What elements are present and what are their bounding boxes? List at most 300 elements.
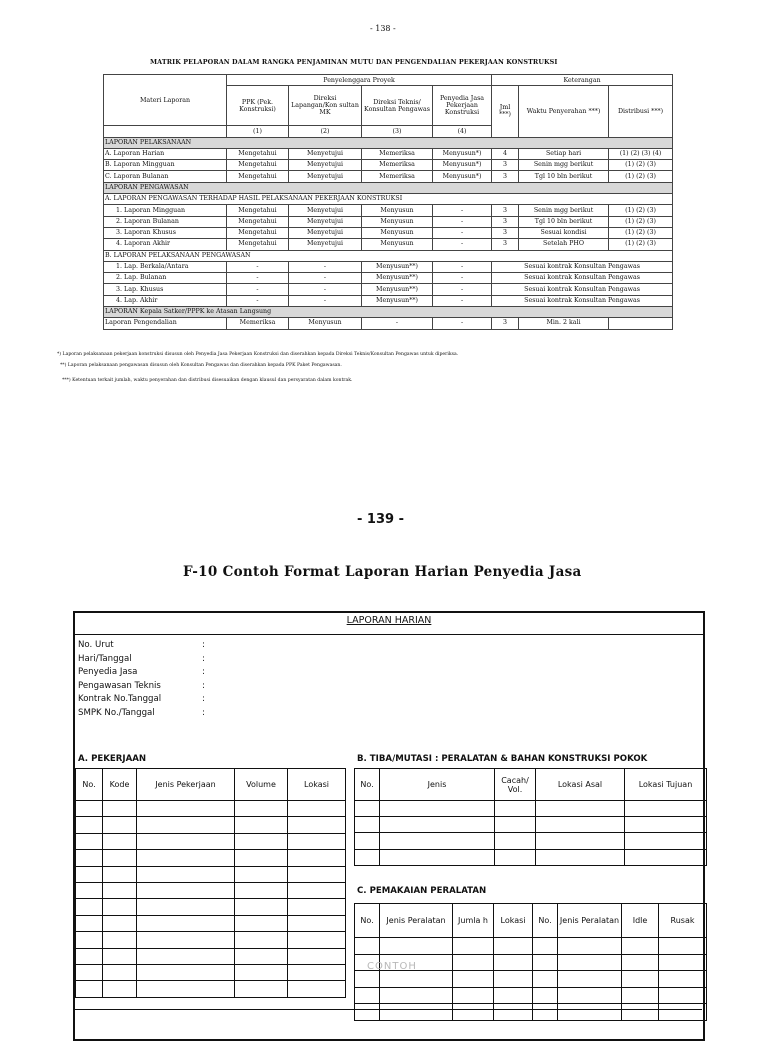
- table-cell[interactable]: [137, 948, 235, 964]
- table-cell[interactable]: [622, 954, 659, 971]
- table-cell[interactable]: [659, 987, 707, 1004]
- table-cell[interactable]: [355, 801, 380, 817]
- table-cell[interactable]: [355, 833, 380, 849]
- form-title: LAPORAN HARIAN: [346, 615, 432, 626]
- section-c-title: C. PEMAKAIAN PERALATAN: [357, 886, 487, 896]
- table-row: [76, 801, 346, 817]
- cell-c3: Memeriksa: [362, 160, 433, 171]
- header-keterangan: Keterangan: [492, 75, 673, 86]
- table-cell[interactable]: [533, 938, 558, 955]
- reporting-matrix-table: [103, 74, 673, 330]
- column-header: Lokasi: [494, 904, 533, 938]
- cell-jml: 3: [492, 160, 519, 171]
- table-row: [355, 849, 707, 865]
- table-row: [76, 915, 346, 931]
- column-header: Volume: [235, 769, 288, 801]
- meta-colon: :: [202, 694, 205, 704]
- header-n1: (1): [227, 126, 289, 137]
- meta-label: No. Urut: [78, 640, 114, 650]
- cell-dist: (1) (2) (3) (4): [609, 148, 673, 159]
- table-cell[interactable]: [453, 971, 494, 988]
- header-direksi-lapangan: Direksi Lapangan/Kon sultan MK: [289, 86, 362, 126]
- table-cell[interactable]: [625, 801, 707, 817]
- meta-label: Hari/Tanggal: [78, 653, 132, 664]
- table-row: [76, 948, 346, 964]
- table-cell[interactable]: [288, 833, 346, 849]
- cell-keterangan: Sesuai kontrak Konsultan Pengawas: [492, 284, 673, 295]
- divider: [73, 634, 705, 635]
- cell-keterangan: Sesuai kontrak Konsultan Pengawas: [492, 295, 673, 306]
- table-cell[interactable]: [355, 938, 380, 955]
- table-cell[interactable]: [76, 948, 103, 964]
- table-cell[interactable]: [536, 849, 625, 865]
- cell-materi: A. Laporan Harian: [104, 148, 227, 159]
- cell-c4: -: [433, 227, 492, 238]
- cell-c3: Menyusun: [362, 216, 433, 227]
- table-cell[interactable]: [137, 964, 235, 980]
- cell-keterangan: Sesuai kontrak Konsultan Pengawas: [492, 261, 673, 272]
- cell-dist: (1) (2) (3): [609, 205, 673, 216]
- section-kepala: LAPORAN Kepala Satker/PPPK ke Atasan Langsung: [104, 307, 673, 318]
- meta-colon: :: [202, 653, 205, 664]
- cell-c4: -: [433, 216, 492, 227]
- cell-c4: Menyusun*): [433, 171, 492, 182]
- cell-jml: 3: [492, 205, 519, 216]
- cell-dist: (1) (2) (3): [609, 216, 673, 227]
- form-page-title: F-10 Contoh Format Laporan Harian Penyedia Jasa: [183, 564, 582, 580]
- table-cell[interactable]: [288, 882, 346, 898]
- table-cell[interactable]: [453, 938, 494, 955]
- table-row: [104, 160, 673, 171]
- cell-c4: -: [433, 284, 492, 295]
- cell-waktu: Tgl 10 bln berikut: [519, 216, 609, 227]
- table-cell[interactable]: [103, 817, 137, 833]
- meta-colon: :: [202, 667, 205, 677]
- table-cell[interactable]: [235, 981, 288, 997]
- table-cell[interactable]: [625, 849, 707, 865]
- cell-c2: -: [289, 284, 362, 295]
- table-cell[interactable]: [536, 833, 625, 849]
- table-cell[interactable]: [103, 833, 137, 849]
- cell-jml: 3: [492, 318, 519, 329]
- table-cell[interactable]: [380, 987, 453, 1004]
- cell-dist: (1) (2) (3): [609, 227, 673, 238]
- watermark: CONTOH: [367, 961, 417, 972]
- cell-c1: -: [227, 295, 289, 306]
- header-waktu: Waktu Penyerahan ***): [519, 86, 609, 137]
- cell-materi: 2. Laporan Bulanan: [104, 216, 227, 227]
- table-cell[interactable]: [622, 971, 659, 988]
- header-distribusi: Distribusi ***): [609, 86, 673, 137]
- cell-jml: 4: [492, 148, 519, 159]
- table-cell[interactable]: [288, 915, 346, 931]
- table-cell[interactable]: [235, 964, 288, 980]
- column-header: Kode: [103, 769, 137, 801]
- meta-colon: :: [202, 707, 205, 718]
- table-cell[interactable]: [288, 981, 346, 997]
- form-footer-divider: [75, 1009, 702, 1043]
- daily-report-form: [73, 611, 705, 1041]
- table-cell[interactable]: [103, 915, 137, 931]
- cell-c3: Memeriksa: [362, 171, 433, 182]
- table-row: [355, 987, 707, 1004]
- section-pelaksanaan: LAPORAN PELAKSANAAN: [104, 137, 673, 148]
- header-penyedia: Penyedia Jasa Pekerjaan Konstruksi: [433, 86, 492, 126]
- table-cell[interactable]: [137, 882, 235, 898]
- table-cell[interactable]: [235, 932, 288, 948]
- section-pengawasan-a: A. LAPORAN PENGAWASAN TERHADAP HASIL PELAKSANAAN PEKERJAAN KONSTRUKSI: [104, 194, 673, 205]
- header-direksi-teknis: Direksi Teknis/ Konsultan Pengawas: [362, 86, 433, 126]
- cell-jml: 3: [492, 239, 519, 250]
- column-header: Cacah/ Vol.: [495, 769, 536, 801]
- table-cell[interactable]: [495, 849, 536, 865]
- table-header-row: [355, 769, 707, 801]
- cell-jml: 3: [492, 227, 519, 238]
- table-row: [76, 981, 346, 997]
- cell-c4: -: [433, 261, 492, 272]
- cell-c4: -: [433, 273, 492, 284]
- table-cell[interactable]: [453, 954, 494, 971]
- table-cell[interactable]: [558, 954, 622, 971]
- cell-waktu: Setiap hari: [519, 148, 609, 159]
- cell-c1: Memeriksa: [227, 318, 289, 329]
- header-n3: (3): [362, 126, 433, 137]
- table-row: [104, 273, 673, 284]
- page-number-138: - 138 -: [370, 24, 396, 33]
- cell-c1: Mengetahui: [227, 239, 289, 250]
- table-row: [76, 882, 346, 898]
- table-cell[interactable]: [288, 899, 346, 915]
- section-pengawasan: LAPORAN PENGAWASAN: [104, 182, 673, 193]
- table-row: [355, 971, 707, 988]
- header-materi: Materi Laporan: [104, 75, 227, 126]
- table-cell[interactable]: [137, 801, 235, 817]
- cell-jml: 3: [492, 216, 519, 227]
- cell-c2: Menyetujui: [289, 171, 362, 182]
- column-header: Lokasi Tujuan: [625, 769, 707, 801]
- section-pengawasan-b: B. LAPORAN PELAKSANAAN PENGAWASAN: [104, 250, 673, 261]
- cell-c3: Menyusun**): [362, 261, 433, 272]
- table-cell[interactable]: [622, 938, 659, 955]
- cell-materi: 4. Lap. Akhir: [104, 295, 227, 306]
- table-header-row: [355, 904, 707, 938]
- column-header: Jenis: [380, 769, 495, 801]
- cell-jml: 3: [492, 171, 519, 182]
- table-cell[interactable]: [536, 817, 625, 833]
- pekerjaan-table: [75, 768, 346, 998]
- table-cell[interactable]: [380, 971, 453, 988]
- column-header: No.: [355, 904, 380, 938]
- cell-materi: 2. Lap. Bulanan: [104, 273, 227, 284]
- table-cell[interactable]: [103, 801, 137, 817]
- cell-c4: Menyusun*): [433, 160, 492, 171]
- cell-materi: 1. Lap. Berkala/Antara: [104, 261, 227, 272]
- table-cell[interactable]: [494, 971, 533, 988]
- table-row: [76, 833, 346, 849]
- section-a-title: A. PEKERJAAN: [78, 754, 147, 764]
- table-cell[interactable]: [137, 899, 235, 915]
- column-header: No.: [355, 769, 380, 801]
- table-row: [355, 817, 707, 833]
- table-cell[interactable]: [103, 948, 137, 964]
- table-cell[interactable]: [137, 817, 235, 833]
- column-header: Jenis Pekerjaan: [137, 769, 235, 801]
- meta-colon: :: [202, 640, 205, 650]
- table-cell[interactable]: [137, 833, 235, 849]
- table-cell[interactable]: [235, 817, 288, 833]
- table-row: [104, 205, 673, 216]
- cell-c1: Mengetahui: [227, 216, 289, 227]
- cell-materi: 3. Laporan Khusus: [104, 227, 227, 238]
- table-row: [104, 239, 673, 250]
- table-row: [104, 261, 673, 272]
- table-cell[interactable]: [103, 981, 137, 997]
- cell-c1: Mengetahui: [227, 160, 289, 171]
- column-header: Lokasi Asal: [536, 769, 625, 801]
- table-cell[interactable]: [235, 866, 288, 882]
- table-row: [104, 295, 673, 306]
- cell-waktu: Senin mgg berikut: [519, 160, 609, 171]
- table-cell[interactable]: [235, 948, 288, 964]
- table-cell[interactable]: [76, 915, 103, 931]
- table-row: [76, 866, 346, 882]
- table-cell[interactable]: [453, 987, 494, 1004]
- table-cell[interactable]: [103, 932, 137, 948]
- table-cell[interactable]: [103, 964, 137, 980]
- header-n4: (4): [433, 126, 492, 137]
- footnote-3: ***) Ketentuan terkait jumlah, waktu penyerahan dan distribusi disesuaikan dengan klausul dan persyaratan dalam kontrak.: [62, 378, 353, 383]
- cell-c4: -: [433, 318, 492, 329]
- cell-c3: Menyusun: [362, 205, 433, 216]
- page-number-139: - 139 -: [357, 512, 404, 527]
- column-header: Jenis Peralatan: [558, 904, 622, 938]
- cell-c2: Menyetujui: [289, 148, 362, 159]
- cell-dist: (1) (2) (3): [609, 171, 673, 182]
- cell-dist: [609, 318, 673, 329]
- table-cell[interactable]: [137, 932, 235, 948]
- section-b-title: B. TIBA/MUTASI : PERALATAN & BAHAN KONSTRUKSI POKOK: [357, 754, 648, 764]
- cell-c2: Menyetujui: [289, 205, 362, 216]
- cell-c2: -: [289, 295, 362, 306]
- cell-materi: Laporan Pengendalian: [104, 318, 227, 329]
- table-cell[interactable]: [558, 971, 622, 988]
- table-cell[interactable]: [659, 971, 707, 988]
- table-cell[interactable]: [76, 981, 103, 997]
- header-ppk: PPK (Pek. Konstruksi): [227, 86, 289, 126]
- meta-label: Kontrak No.Tanggal: [78, 694, 162, 704]
- table-row: [104, 284, 673, 295]
- cell-c3: Menyusun**): [362, 273, 433, 284]
- table-cell[interactable]: [494, 987, 533, 1004]
- column-header: No.: [76, 769, 103, 801]
- table-cell[interactable]: [76, 964, 103, 980]
- cell-c3: Menyusun**): [362, 295, 433, 306]
- table-cell[interactable]: [76, 801, 103, 817]
- table-cell[interactable]: [355, 987, 380, 1004]
- cell-c2: -: [289, 261, 362, 272]
- footnote-1: *) Laporan pelaksanaan pekerjaan konstruksi disusun oleh Penyedia Jasa Pekerjaan Konstruksi dan diserahkan kepada Direksi Teknis/Konsultan Pengawas untuk diperiksa.: [57, 352, 459, 357]
- table-cell[interactable]: [288, 932, 346, 948]
- meta-colons: [202, 640, 205, 721]
- table-row: [76, 899, 346, 915]
- meta-labels: [78, 640, 161, 721]
- table-cell[interactable]: [380, 833, 495, 849]
- table-cell[interactable]: [235, 882, 288, 898]
- cell-c3: -: [362, 318, 433, 329]
- meta-label: Penyedia Jasa: [78, 667, 138, 677]
- column-header: Jumla h: [453, 904, 494, 938]
- table-cell[interactable]: [495, 817, 536, 833]
- cell-materi: C. Laporan Bulanan: [104, 171, 227, 182]
- cell-waktu: Setelah PHO: [519, 239, 609, 250]
- cell-c1: -: [227, 284, 289, 295]
- cell-c3: Menyusun**): [362, 284, 433, 295]
- cell-c3: Memeriksa: [362, 148, 433, 159]
- table-cell[interactable]: [235, 833, 288, 849]
- cell-c4: -: [433, 295, 492, 306]
- table-row: [104, 171, 673, 182]
- cell-waktu: Sesuai kondisi: [519, 227, 609, 238]
- table-cell[interactable]: [76, 882, 103, 898]
- cell-c4: -: [433, 205, 492, 216]
- table-cell[interactable]: [288, 801, 346, 817]
- table-cell[interactable]: [137, 915, 235, 931]
- column-header: Lokasi: [288, 769, 346, 801]
- table-cell[interactable]: [355, 971, 380, 988]
- cell-c3: Menyusun: [362, 239, 433, 250]
- header-penyelenggara: Penyelenggara Proyek: [227, 75, 492, 86]
- meta-label: Pengawasan Teknis: [78, 680, 161, 691]
- cell-materi: 1. Laporan Mingguan: [104, 205, 227, 216]
- cell-c1: Mengetahui: [227, 171, 289, 182]
- table-cell[interactable]: [76, 850, 103, 866]
- table-cell[interactable]: [495, 833, 536, 849]
- cell-keterangan: Sesuai kontrak Konsultan Pengawas: [492, 273, 673, 284]
- table-cell[interactable]: [355, 849, 380, 865]
- cell-c2: Menyetujui: [289, 239, 362, 250]
- table-row: [76, 817, 346, 833]
- table-cell[interactable]: [288, 964, 346, 980]
- cell-c2: Menyusun: [289, 318, 362, 329]
- cell-c4: -: [433, 239, 492, 250]
- mutasi-table: [354, 768, 707, 866]
- table-cell[interactable]: [76, 899, 103, 915]
- table-row: [355, 938, 707, 955]
- cell-c4: Menyusun*): [433, 148, 492, 159]
- cell-c2: Menyetujui: [289, 216, 362, 227]
- table-cell[interactable]: [103, 882, 137, 898]
- cell-c1: -: [227, 261, 289, 272]
- table-cell[interactable]: [103, 866, 137, 882]
- table-cell[interactable]: [103, 850, 137, 866]
- table-cell[interactable]: [625, 817, 707, 833]
- table-cell[interactable]: [494, 954, 533, 971]
- column-header: Rusak: [659, 904, 707, 938]
- table-row: [355, 833, 707, 849]
- table-cell[interactable]: [495, 801, 536, 817]
- table-cell[interactable]: [536, 801, 625, 817]
- meta-label: SMPK No./Tanggal: [78, 707, 155, 718]
- cell-waktu: Tgl 10 bln berikut: [519, 171, 609, 182]
- table-cell[interactable]: [380, 849, 495, 865]
- table-cell[interactable]: [558, 938, 622, 955]
- cell-c2: -: [289, 273, 362, 284]
- table-cell[interactable]: [625, 833, 707, 849]
- matrix-title: MATRIK PELAPORAN DALAM RANGKA PENJAMINAN MUTU DAN PENGENDALIAN PEKERJAAN KONSTRUKSI: [150, 58, 558, 66]
- table-cell[interactable]: [288, 866, 346, 882]
- table-cell[interactable]: [288, 817, 346, 833]
- table-cell[interactable]: [235, 801, 288, 817]
- table-cell[interactable]: [659, 954, 707, 971]
- table-cell[interactable]: [76, 817, 103, 833]
- table-cell[interactable]: [494, 938, 533, 955]
- table-cell[interactable]: [235, 850, 288, 866]
- table-cell[interactable]: [137, 866, 235, 882]
- table-cell[interactable]: [76, 866, 103, 882]
- table-row: [104, 216, 673, 227]
- table-row: [104, 227, 673, 238]
- table-cell[interactable]: [380, 938, 453, 955]
- table-cell[interactable]: [533, 954, 558, 971]
- table-cell[interactable]: [103, 899, 137, 915]
- header-jml: Jml ***): [492, 86, 519, 137]
- table-cell[interactable]: [558, 987, 622, 1004]
- table-row: [76, 964, 346, 980]
- table-header-row: [76, 769, 346, 801]
- table-cell[interactable]: [355, 817, 380, 833]
- table-cell[interactable]: [288, 948, 346, 964]
- cell-materi: 3. Lap. Khusus: [104, 284, 227, 295]
- table-cell[interactable]: [533, 987, 558, 1004]
- meta-colon: :: [202, 680, 205, 691]
- table-cell[interactable]: [76, 932, 103, 948]
- cell-c2: Menyetujui: [289, 227, 362, 238]
- cell-c1: -: [227, 273, 289, 284]
- cell-c1: Mengetahui: [227, 148, 289, 159]
- table-row: [76, 850, 346, 866]
- cell-waktu: Min. 2 kali: [519, 318, 609, 329]
- footnote-2: **) Laporan pelaksanaan pengawasan disusun oleh Konsultan Pengawas dan diserahkan kepada PPK Paket Pengawasan.: [60, 363, 342, 368]
- cell-waktu: Senin mgg berikut: [519, 205, 609, 216]
- column-header: Idle: [622, 904, 659, 938]
- cell-dist: (1) (2) (3): [609, 160, 673, 171]
- table-cell[interactable]: [235, 899, 288, 915]
- table-cell[interactable]: [622, 987, 659, 1004]
- table-cell[interactable]: [380, 801, 495, 817]
- cell-c2: Menyetujui: [289, 160, 362, 171]
- cell-materi: B. Laporan Mingguan: [104, 160, 227, 171]
- table-cell[interactable]: [533, 971, 558, 988]
- table-row: [76, 932, 346, 948]
- cell-c1: Mengetahui: [227, 227, 289, 238]
- cell-dist: (1) (2) (3): [609, 239, 673, 250]
- table-cell[interactable]: [76, 833, 103, 849]
- table-cell[interactable]: [288, 850, 346, 866]
- table-row: [104, 148, 673, 159]
- column-header: No.: [533, 904, 558, 938]
- table-row: [355, 801, 707, 817]
- table-cell[interactable]: [137, 850, 235, 866]
- table-cell[interactable]: [380, 817, 495, 833]
- cell-c1: Mengetahui: [227, 205, 289, 216]
- cell-c3: Menyusun: [362, 227, 433, 238]
- table-cell[interactable]: [659, 938, 707, 955]
- table-row: [104, 318, 673, 329]
- header-n2: (2): [289, 126, 362, 137]
- column-header: Jenis Peralatan: [380, 904, 453, 938]
- table-cell[interactable]: [235, 915, 288, 931]
- table-cell[interactable]: [137, 981, 235, 997]
